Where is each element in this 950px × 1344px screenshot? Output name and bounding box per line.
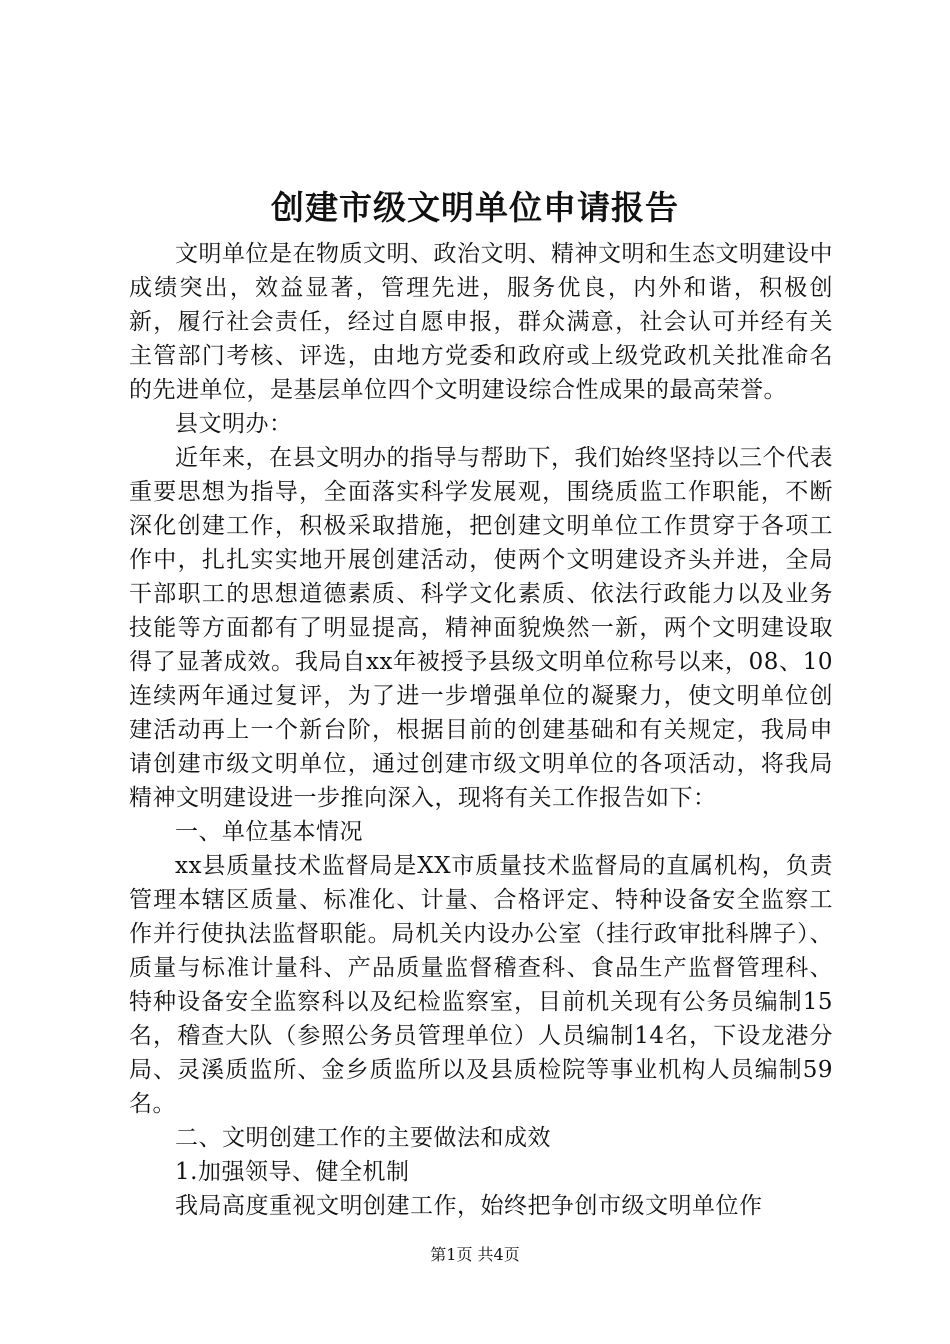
document-title: 创建市级文明单位申请报告 (271, 188, 679, 227)
body-paragraph: 近年来，在县文明办的指导与帮助下，我们始终坚持以三个代表重要思想为指导，全面落实科学发展观，围绕质监工作职能，不断深化创建工作，积极采取措施，把创建文明单位工作贯穿于各项工作中，扎扎实实地开展创建活动，使两个文明建设齐头并进，全局干部职工的思想道德素质、科学文化素质、依法行政能力以及业务技能等方面都有了明显提高，精神面貌焕然一新，两个文明建设取得了显著成效。我局自xx年被授予县级文明单位称号以来，08、10连续两年通过复评，为了进一步增强单位的凝聚力，使文明单位创建活动再上一个新台阶，根据目前的创建基础和有关规定，我局申请创建市级文明单位，通过创建市级文明单位的各项活动，将我局精神文明建设进一步推向深入，现将有关工作报告如下： (129, 445, 833, 811)
section-heading-2: 二、文明创建工作的主要做法和成效 (175, 1125, 551, 1151)
body-paragraph: xx县质量技术监督局是XX市质量技术监督局的直属机构，负责管理本辖区质量、标准化、计量、合格评定、特种设备安全监察工作并行使执法监督职能。局机关内设办公室（挂行政审批科牌子）、质量与标准计量科、产品质量监督稽查科、食品生产监督管理科、特种设备安全监察科以及纪检监察室，目前机关现有公务员编制15名，稽查大队（参照公务员管理单位）人员编制14名，下设龙港分局、灵溪质监所、金乡质监所以及县质检院等事业机构人员编制59名。 (129, 853, 833, 1117)
subsection-heading: 1.加强领导、健全机制 (175, 1159, 410, 1185)
document-body (129, 237, 833, 1223)
salutation: 县文明办： (175, 411, 293, 437)
intro-paragraph: 文明单位是在物质文明、政治文明、精神文明和生态文明建设中成绩突出，效益显著，管理先进，服务优良，内外和谐，积极创新，履行社会责任，经过自愿申报，群众满意，社会认可并经有关主管部门考核、评选，由地方党委和政府或上级党政机关批准命名的先进单位，是基层单位四个文明建设综合性成果的最高荣誉。 (129, 241, 833, 403)
body-paragraph: 我局高度重视文明创建工作，始终把争创市级文明单位作 (175, 1193, 763, 1219)
page-footer: 第1页 共4页 (430, 1245, 520, 1264)
section-heading-1: 一、单位基本情况 (175, 819, 363, 845)
